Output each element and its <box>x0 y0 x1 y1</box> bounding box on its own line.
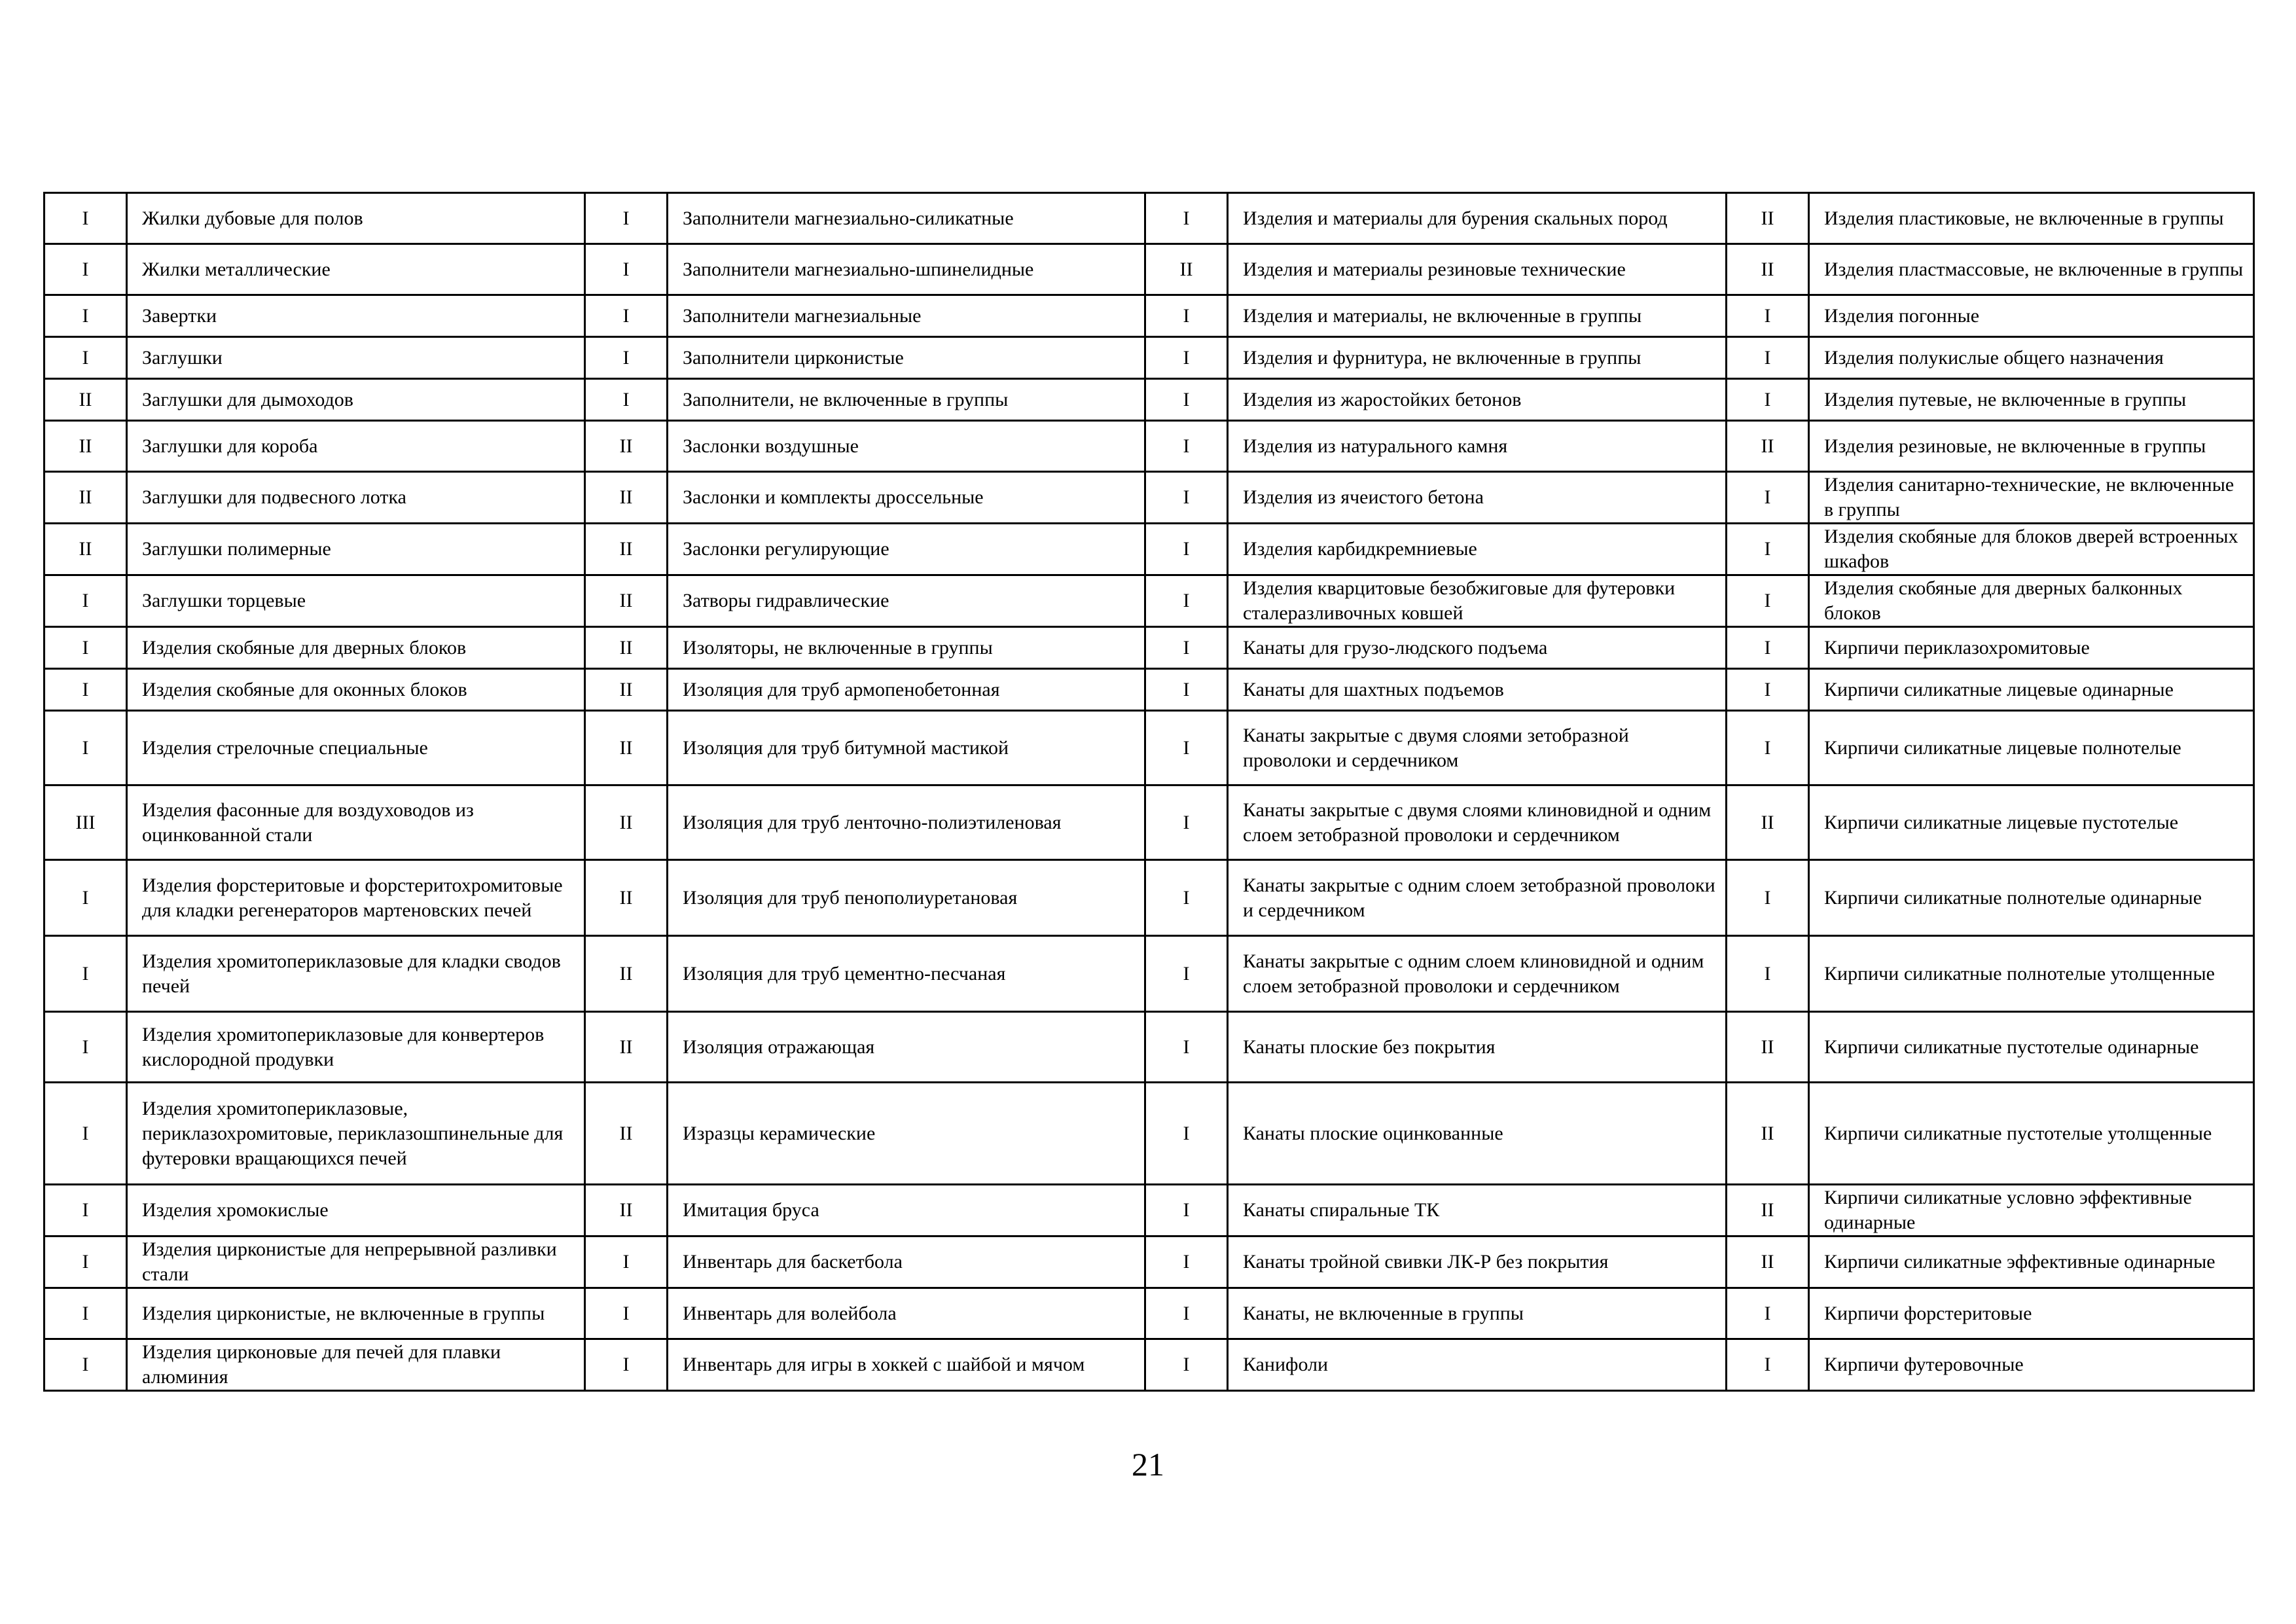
class-cell: I <box>1145 1339 1228 1391</box>
item-name-cell: Изоляция для труб ленточно-полиэтиленовая <box>668 785 1145 860</box>
item-name-cell: Канаты, не включенные в группы <box>1228 1288 1727 1339</box>
class-cell: I <box>1145 1185 1228 1236</box>
table-row <box>45 1339 2254 1391</box>
class-cell: I <box>1145 575 1228 627</box>
class-cell: I <box>45 936 127 1012</box>
class-cell: I <box>1145 379 1228 421</box>
item-name-cell: Канаты закрытые с одним слоем зетобразной проволоки и сердечником <box>1228 860 1727 936</box>
item-name-cell: Кирпичи силикатные полнотелые одинарные <box>1809 860 2254 936</box>
item-name-cell: Жилки металлические <box>127 244 585 295</box>
class-cell: II <box>585 524 668 575</box>
item-name-cell: Изоляция для труб пенополиуретановая <box>668 860 1145 936</box>
class-cell: II <box>1727 1236 1809 1288</box>
products-table <box>43 192 2255 1392</box>
item-name-cell: Изделия скобяные для оконных блоков <box>127 669 585 711</box>
item-name-cell: Кирпичи силикатные эффективные одинарные <box>1809 1236 2254 1288</box>
item-name-cell: Завертки <box>127 295 585 337</box>
class-cell: I <box>1145 472 1228 524</box>
class-cell: I <box>1145 1288 1228 1339</box>
item-name-cell: Заслонки и комплекты дроссельные <box>668 472 1145 524</box>
item-name-cell: Изделия скобяные для дверных блоков <box>127 627 585 669</box>
class-cell: II <box>585 785 668 860</box>
item-name-cell: Кирпичи силикатные лицевые пустотелые <box>1809 785 2254 860</box>
page-number: 21 <box>1132 1446 1164 1483</box>
class-cell: I <box>45 1288 127 1339</box>
item-name-cell: Изделия пластмассовые, не включенные в группы <box>1809 244 2254 295</box>
class-cell: II <box>1727 1083 1809 1185</box>
class-cell: II <box>585 472 668 524</box>
item-name-cell: Изделия и фурнитура, не включенные в группы <box>1228 337 1727 379</box>
item-name-cell: Заслонки воздушные <box>668 421 1145 472</box>
class-cell: II <box>585 421 668 472</box>
class-cell: II <box>1727 1012 1809 1083</box>
class-cell: II <box>45 421 127 472</box>
item-name-cell: Изоляция для труб цементно-песчаная <box>668 936 1145 1012</box>
item-name-cell: Изделия санитарно-технические, не включенные в группы <box>1809 472 2254 524</box>
item-name-cell: Канаты для грузо-людского подъема <box>1228 627 1727 669</box>
class-cell: I <box>585 1236 668 1288</box>
class-cell: I <box>45 860 127 936</box>
item-name-cell: Изделия форстеритовые и форстеритохромитовые для кладки регенераторов мартеновских печей <box>127 860 585 936</box>
table-row <box>45 193 2254 244</box>
class-cell: I <box>45 627 127 669</box>
item-name-cell: Жилки дубовые для полов <box>127 193 585 244</box>
item-name-cell: Канаты закрытые с двумя слоями клиновидной и одним слоем зетобразной проволоки и сердечником <box>1228 785 1727 860</box>
class-cell: I <box>1145 337 1228 379</box>
item-name-cell: Канаты плоские без покрытия <box>1228 1012 1727 1083</box>
class-cell: II <box>1727 785 1809 860</box>
item-name-cell: Канифоли <box>1228 1339 1727 1391</box>
table-row <box>45 379 2254 421</box>
class-cell: III <box>45 785 127 860</box>
item-name-cell: Изделия и материалы для бурения скальных пород <box>1228 193 1727 244</box>
table-row <box>45 711 2254 785</box>
item-name-cell: Заполнители магнезиально-силикатные <box>668 193 1145 244</box>
item-name-cell: Заполнители, не включенные в группы <box>668 379 1145 421</box>
table-row <box>45 627 2254 669</box>
item-name-cell: Изделия скобяные для дверных балконных блоков <box>1809 575 2254 627</box>
class-cell: II <box>585 1185 668 1236</box>
class-cell: I <box>1145 1012 1228 1083</box>
class-cell: I <box>585 1339 668 1391</box>
item-name-cell: Инвентарь для волейбола <box>668 1288 1145 1339</box>
item-name-cell: Изделия путевые, не включенные в группы <box>1809 379 2254 421</box>
class-cell: II <box>1727 421 1809 472</box>
table-row <box>45 1288 2254 1339</box>
class-cell: II <box>45 379 127 421</box>
class-cell: II <box>585 575 668 627</box>
item-name-cell: Кирпичи силикатные полнотелые утолщенные <box>1809 936 2254 1012</box>
class-cell: I <box>45 1012 127 1083</box>
class-cell: II <box>585 669 668 711</box>
table-row <box>45 669 2254 711</box>
item-name-cell: Канаты закрытые с одним слоем клиновидной и одним слоем зетобразной проволоки и сердечником <box>1228 936 1727 1012</box>
item-name-cell: Канаты для шахтных подъемов <box>1228 669 1727 711</box>
class-cell: I <box>1145 669 1228 711</box>
class-cell: II <box>585 711 668 785</box>
item-name-cell: Изделия хромитопериклазовые, периклазохромитовые, периклазошпинельные для футеровки вращающихся печей <box>127 1083 585 1185</box>
table-row <box>45 1083 2254 1185</box>
class-cell: I <box>1145 860 1228 936</box>
item-name-cell: Заглушки для дымоходов <box>127 379 585 421</box>
item-name-cell: Заглушки для подвесного лотка <box>127 472 585 524</box>
class-cell: I <box>45 337 127 379</box>
item-name-cell: Канаты спиральные ТК <box>1228 1185 1727 1236</box>
class-cell: I <box>1145 936 1228 1012</box>
table-row <box>45 1012 2254 1083</box>
item-name-cell: Изделия кварцитовые безобжиговые для футеровки сталеразливочных ковшей <box>1228 575 1727 627</box>
item-name-cell: Изоляция для труб битумной мастикой <box>668 711 1145 785</box>
class-cell: I <box>1727 379 1809 421</box>
item-name-cell: Изделия хромитопериклазовые для конвертеров кислородной продувки <box>127 1012 585 1083</box>
class-cell: I <box>45 669 127 711</box>
item-name-cell: Кирпичи силикатные пустотелые утолщенные <box>1809 1083 2254 1185</box>
class-cell: I <box>1145 193 1228 244</box>
item-name-cell: Изделия цирконовые для печей для плавки алюминия <box>127 1339 585 1391</box>
item-name-cell: Кирпичи силикатные лицевые одинарные <box>1809 669 2254 711</box>
class-cell: I <box>1727 711 1809 785</box>
class-cell: II <box>1727 193 1809 244</box>
table-row <box>45 244 2254 295</box>
class-cell: I <box>45 1236 127 1288</box>
class-cell: II <box>45 524 127 575</box>
item-name-cell: Изделия погонные <box>1809 295 2254 337</box>
class-cell: I <box>1727 1288 1809 1339</box>
class-cell: I <box>45 1339 127 1391</box>
class-cell: I <box>45 1185 127 1236</box>
item-name-cell: Кирпичи силикатные условно эффективные одинарные <box>1809 1185 2254 1236</box>
item-name-cell: Кирпичи форстеритовые <box>1809 1288 2254 1339</box>
table-row <box>45 1185 2254 1236</box>
item-name-cell: Кирпичи футеровочные <box>1809 1339 2254 1391</box>
item-name-cell: Изделия и материалы резиновые технические <box>1228 244 1727 295</box>
table-row <box>45 1236 2254 1288</box>
item-name-cell: Изделия цирконистые, не включенные в группы <box>127 1288 585 1339</box>
item-name-cell: Канаты плоские оцинкованные <box>1228 1083 1727 1185</box>
class-cell: II <box>585 1012 668 1083</box>
class-cell: II <box>1727 1185 1809 1236</box>
class-cell: I <box>1727 524 1809 575</box>
item-name-cell: Изоляция отражающая <box>668 1012 1145 1083</box>
class-cell: I <box>45 193 127 244</box>
item-name-cell: Изделия из ячеистого бетона <box>1228 472 1727 524</box>
item-name-cell: Заглушки <box>127 337 585 379</box>
item-name-cell: Изделия хромитопериклазовые для кладки сводов печей <box>127 936 585 1012</box>
class-cell: I <box>585 244 668 295</box>
item-name-cell: Заглушки торцевые <box>127 575 585 627</box>
class-cell: II <box>45 472 127 524</box>
item-name-cell: Изделия резиновые, не включенные в группы <box>1809 421 2254 472</box>
class-cell: I <box>45 711 127 785</box>
class-cell: I <box>585 379 668 421</box>
class-cell: I <box>1145 524 1228 575</box>
class-cell: I <box>1727 472 1809 524</box>
class-cell: I <box>1145 1083 1228 1185</box>
table-body <box>45 193 2254 1391</box>
class-cell: II <box>585 1083 668 1185</box>
class-cell: I <box>1727 669 1809 711</box>
item-name-cell: Заполнители магнезиально-шпинелидные <box>668 244 1145 295</box>
class-cell: I <box>1145 711 1228 785</box>
class-cell: II <box>1727 244 1809 295</box>
table-row <box>45 575 2254 627</box>
class-cell: I <box>1145 785 1228 860</box>
item-name-cell: Заполнители цирконистые <box>668 337 1145 379</box>
table-row <box>45 337 2254 379</box>
item-name-cell: Канаты тройной свивки ЛК-Р без покрытия <box>1228 1236 1727 1288</box>
item-name-cell: Канаты закрытые с двумя слоями зетобразной проволоки и сердечником <box>1228 711 1727 785</box>
item-name-cell: Изделия хромокислые <box>127 1185 585 1236</box>
item-name-cell: Изделия стрелочные специальные <box>127 711 585 785</box>
class-cell: II <box>1145 244 1228 295</box>
class-cell: I <box>1727 295 1809 337</box>
class-cell: I <box>1145 295 1228 337</box>
class-cell: I <box>1727 627 1809 669</box>
class-cell: I <box>1145 421 1228 472</box>
table-row <box>45 295 2254 337</box>
table-row <box>45 785 2254 860</box>
table-row <box>45 421 2254 472</box>
table-row <box>45 472 2254 524</box>
class-cell: I <box>585 193 668 244</box>
item-name-cell: Изделия и материалы, не включенные в группы <box>1228 295 1727 337</box>
class-cell: II <box>585 936 668 1012</box>
class-cell: I <box>45 575 127 627</box>
item-name-cell: Изделия фасонные для воздуховодов из оцинкованной стали <box>127 785 585 860</box>
item-name-cell: Затворы гидравлические <box>668 575 1145 627</box>
class-cell: I <box>1727 936 1809 1012</box>
class-cell: I <box>1727 1339 1809 1391</box>
class-cell: I <box>1727 575 1809 627</box>
item-name-cell: Инвентарь для игры в хоккей с шайбой и мячом <box>668 1339 1145 1391</box>
class-cell: I <box>1727 860 1809 936</box>
table-row <box>45 936 2254 1012</box>
item-name-cell: Заслонки регулирующие <box>668 524 1145 575</box>
item-name-cell: Кирпичи силикатные пустотелые одинарные <box>1809 1012 2254 1083</box>
item-name-cell: Заполнители магнезиальные <box>668 295 1145 337</box>
table-row <box>45 860 2254 936</box>
class-cell: I <box>1145 627 1228 669</box>
item-name-cell: Имитация бруса <box>668 1185 1145 1236</box>
item-name-cell: Инвентарь для баскетбола <box>668 1236 1145 1288</box>
class-cell: I <box>45 244 127 295</box>
item-name-cell: Кирпичи силикатные лицевые полнотелые <box>1809 711 2254 785</box>
class-cell: II <box>585 860 668 936</box>
item-name-cell: Изделия скобяные для блоков дверей встроенных шкафов <box>1809 524 2254 575</box>
item-name-cell: Изоляция для труб армопенобетонная <box>668 669 1145 711</box>
class-cell: I <box>585 295 668 337</box>
class-cell: I <box>45 1083 127 1185</box>
item-name-cell: Заглушки полимерные <box>127 524 585 575</box>
class-cell: II <box>585 627 668 669</box>
class-cell: I <box>45 295 127 337</box>
item-name-cell: Изделия пластиковые, не включенные в группы <box>1809 193 2254 244</box>
class-cell: I <box>1145 1236 1228 1288</box>
table-row <box>45 524 2254 575</box>
item-name-cell: Изразцы керамические <box>668 1083 1145 1185</box>
class-cell: I <box>585 337 668 379</box>
item-name-cell: Изделия из жаростойких бетонов <box>1228 379 1727 421</box>
item-name-cell: Изделия карбидкремниевые <box>1228 524 1727 575</box>
class-cell: I <box>585 1288 668 1339</box>
item-name-cell: Изделия полукислые общего назначения <box>1809 337 2254 379</box>
item-name-cell: Изоляторы, не включенные в группы <box>668 627 1145 669</box>
item-name-cell: Изделия из натурального камня <box>1228 421 1727 472</box>
class-cell: I <box>1727 337 1809 379</box>
item-name-cell: Изделия цирконистые для непрерывной разливки стали <box>127 1236 585 1288</box>
item-name-cell: Заглушки для короба <box>127 421 585 472</box>
item-name-cell: Кирпичи периклазохромитовые <box>1809 627 2254 669</box>
